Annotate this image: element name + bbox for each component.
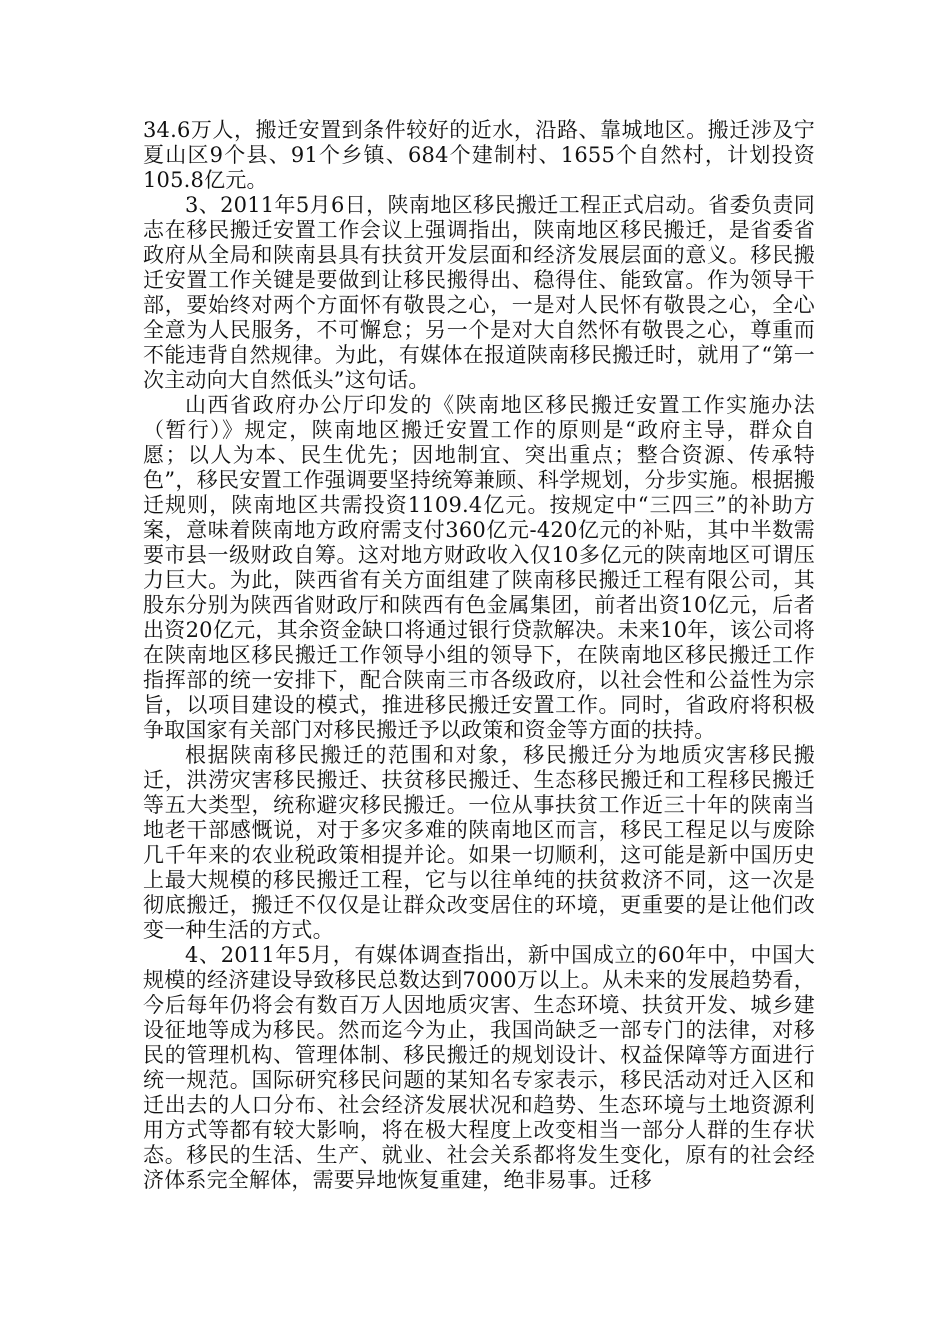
paragraph-item-3-shaanxi-south-migration: 3、2011年5月6日，陕南地区移民搬迁工程正式启动。省委负责同志在移民搬迁安置工作会议上强调指出，陕南地区移民搬迁，是省委省政府从全局和陕南县具有扶贫开发层面和经济发展层面的意义。移民搬迁安置工作关键是要做到让移民搬得出、稳得住、能致富。作为领导干部，要始终对两个方面怀有敬畏之心，一是对人民怀有敬畏之心，全心全意为人民服务，不可懈怠；另一个是对大自然怀有敬畏之心，尊重而不能违背自然规律。为此，有媒体在报道陕南移民搬迁时，就用了“第一次主动向大自然低头”这句话。 [143,193,815,392]
paragraph-implementation-measures: 山西省政府办公厅印发的《陕南地区移民搬迁安置工作实施办法（暂行）》规定，陕南地区搬迁安置工作的原则是“政府主导，群众自愿；以人为本、民生优先；因地制宜、突出重点；整合资源、传承特色”，移民安置工作强调要坚持统筹兼顾、科学规划，分步实施。根据搬迁规则，陕南地区共需投资1109.4亿元。按规定中“三四三”的补助方案，意味着陕南地方政府需支付360亿元-420亿元的补贴，其中半数需要市县一级财政自筹。这对地方财政收入仅10多亿元的陕南地区可谓压力巨大。为此，陕西省有关方面组建了陕南移民搬迁工程有限公司，其股东分别为陕西省财政厅和陕西有色金属集团，前者出资10亿元，后者出资20亿元，其余资金缺口将通过银行贷款解决。未来10年，该公司将在陕南地区移民搬迁工作领导小组的领导下，在陕南地区移民搬迁工作指挥部的统一安排下，配合陕南三市各级政府，以社会性和公益性为宗旨，以项目建设的模式，推进移民搬迁安置工作。同时，省政府将积极争取国家有关部门对移民搬迁予以政策和资金等方面的扶持。 [143,393,815,742]
body-text [143,118,815,1193]
paragraph-migration-types: 根据陕南移民搬迁的范围和对象，移民搬迁分为地质灾害移民搬迁，洪涝灾害移民搬迁、扶贫移民搬迁、生态移民搬迁和工程移民搬迁等五大类型，统称避灾移民搬迁。一位从事扶贫工作近三十年的陕南当地老干部感慨说，对于多灾多难的陕南地区而言，移民工程足以与废除几千年来的农业税政策相提并论。如果一切顺利，这可能是新中国历史上最大规模的移民搬迁工程，它与以往单纯的扶贫救济不同，这一次是彻底搬迁，搬迁不仅仅是让群众改变居住的环境，更重要的是让他们改变一种生活的方式。 [143,743,815,942]
paragraph-item-4-media-survey: 4、2011年5月，有媒体调查指出，新中国成立的60年中，中国大规模的经济建设导致移民总数达到7000万以上。从未来的发展趋势看，今后每年仍将会有数百万人因地质灾害、生态环境、扶贫开发、城乡建设征地等成为移民。然而迄今为止，我国尚缺乏一部专门的法律，对移民的管理机构、管理体制、移民搬迁的规划设计、权益保障等方面进行统一规范。国际研究移民问题的某知名专家表示，移民活动对迁入区和迁出去的人口分布、社会经济发展状况和趋势、生态环境与土地资源利用方式等都有较大影响，将在极大程度上改变相当一部分人群的生存状态。移民的生活、生产、就业、社会关系都将发生变化，原有的社会经济体系完全解体，需要异地恢复重建，绝非易事。迁移 [143,943,815,1192]
paragraph-continuation: 34.6万人，搬迁安置到条件较好的近水，沿路、靠城地区。搬迁涉及宁夏山区9个县、91个乡镇、684个建制村、1655个自然村，计划投资105.8亿元。 [143,118,815,192]
